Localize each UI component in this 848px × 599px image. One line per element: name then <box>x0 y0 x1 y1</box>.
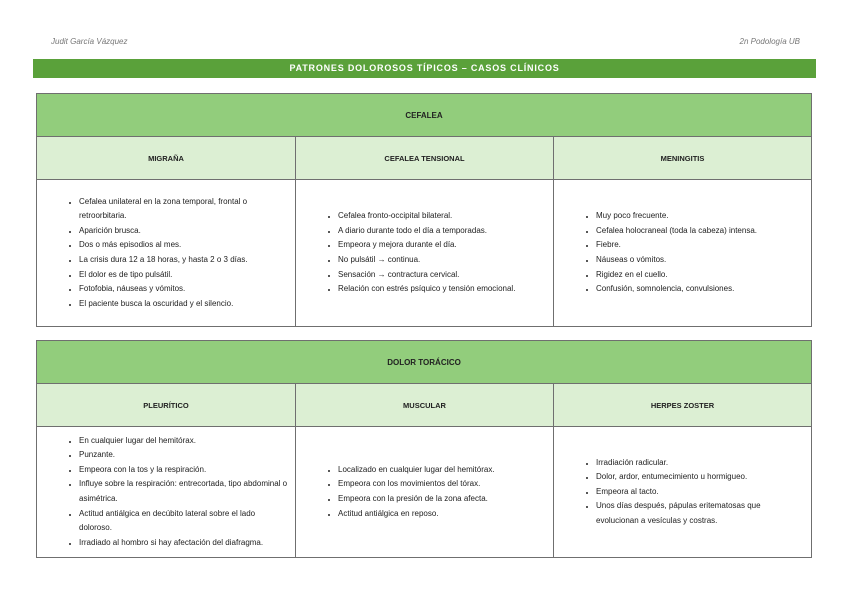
list-item: • Dolor, ardor, entumecimiento u hormigueo. <box>596 470 805 485</box>
list-item: • En cualquier lugar del hemitórax. <box>79 434 289 449</box>
bullet-list <box>37 195 295 312</box>
column-body <box>37 427 296 558</box>
list-item: • El paciente busca la oscuridad y el silencio. <box>79 297 289 312</box>
list-item: • Irradiado al hombro si hay afectación del diafragma. <box>79 536 289 551</box>
list-item: • Empeora con los movimientos del tórax. <box>338 477 547 492</box>
course-label: 2n Podología UB <box>739 37 800 46</box>
list-item: • Fiebre. <box>596 238 805 253</box>
list-item: • Punzante. <box>79 448 289 463</box>
column-heading: PLEURÍTICO <box>37 384 296 427</box>
list-item: • Actitud antiálgica en reposo. <box>338 507 547 522</box>
list-item: • Muy poco frecuente. <box>596 209 805 224</box>
list-item: • Dos o más episodios al mes. <box>79 238 289 253</box>
list-item: • Irradiación radicular. <box>596 456 805 471</box>
column-body <box>554 180 812 327</box>
column-heading: MIGRAÑA <box>37 137 296 180</box>
list-item: • Cefalea holocraneal (toda la cabeza) intensa. <box>596 224 805 239</box>
list-item: • Confusión, somnolencia, convulsiones. <box>596 282 805 297</box>
list-item: • Empeora con la tos y la respiración. <box>79 463 289 478</box>
column-body <box>296 427 554 558</box>
list-item: • Unos días después, pápulas eritematosas que evolucionan a vesículas y costras. <box>596 499 805 528</box>
column-heading: MUSCULAR <box>296 384 554 427</box>
bullet-list <box>296 463 553 521</box>
author-name: Judit García Vázquez <box>51 37 128 46</box>
list-item: • Sensación → contractura cervical. <box>338 268 547 283</box>
list-item: • Actitud antiálgica en decúbito lateral sobre el lado doloroso. <box>79 507 289 536</box>
column-heading: CEFALEA TENSIONAL <box>296 137 554 180</box>
list-item: • Náuseas o vómitos. <box>596 253 805 268</box>
bullet-list <box>296 209 553 297</box>
list-item: • Fotofobia, náuseas y vómitos. <box>79 282 289 297</box>
list-item: • La crisis dura 12 a 18 horas, y hasta 2 o 3 días. <box>79 253 289 268</box>
bullet-list <box>554 209 811 297</box>
list-item: • Localizado en cualquier lugar del hemitórax. <box>338 463 547 478</box>
list-item: • Empeora al tacto. <box>596 485 805 500</box>
bullet-list <box>37 434 295 551</box>
list-item: • Relación con estrés psíquico y tensión emocional. <box>338 282 547 297</box>
list-item: • No pulsátil → continua. <box>338 253 547 268</box>
cefalea-table <box>36 93 812 327</box>
dolor-toracico-table <box>36 340 812 558</box>
list-item: • Cefalea fronto-occipital bilateral. <box>338 209 547 224</box>
list-item: • A diario durante todo el día a temporadas. <box>338 224 547 239</box>
column-body <box>296 180 554 327</box>
column-body <box>37 180 296 327</box>
list-item: • El dolor es de tipo pulsátil. <box>79 268 289 283</box>
list-item: • Cefalea unilateral en la zona temporal, frontal o retroorbitaria. <box>79 195 289 224</box>
list-item: • Empeora y mejora durante el día. <box>338 238 547 253</box>
list-item: • Empeora con la presión de la zona afecta. <box>338 492 547 507</box>
table-title: DOLOR TORÁCICO <box>37 341 812 384</box>
page-title-banner: PATRONES DOLOROSOS TÍPICOS – CASOS CLÍNICOS <box>33 59 816 78</box>
list-item: • Aparición brusca. <box>79 224 289 239</box>
list-item: • Influye sobre la respiración: entrecortada, tipo abdominal o asimétrica. <box>79 477 289 506</box>
column-heading: MENINGITIS <box>554 137 812 180</box>
column-body <box>554 427 812 558</box>
table-title: CEFALEA <box>37 94 812 137</box>
bullet-list <box>554 456 811 529</box>
list-item: • Rigidez en el cuello. <box>596 268 805 283</box>
column-heading: HERPES ZOSTER <box>554 384 812 427</box>
